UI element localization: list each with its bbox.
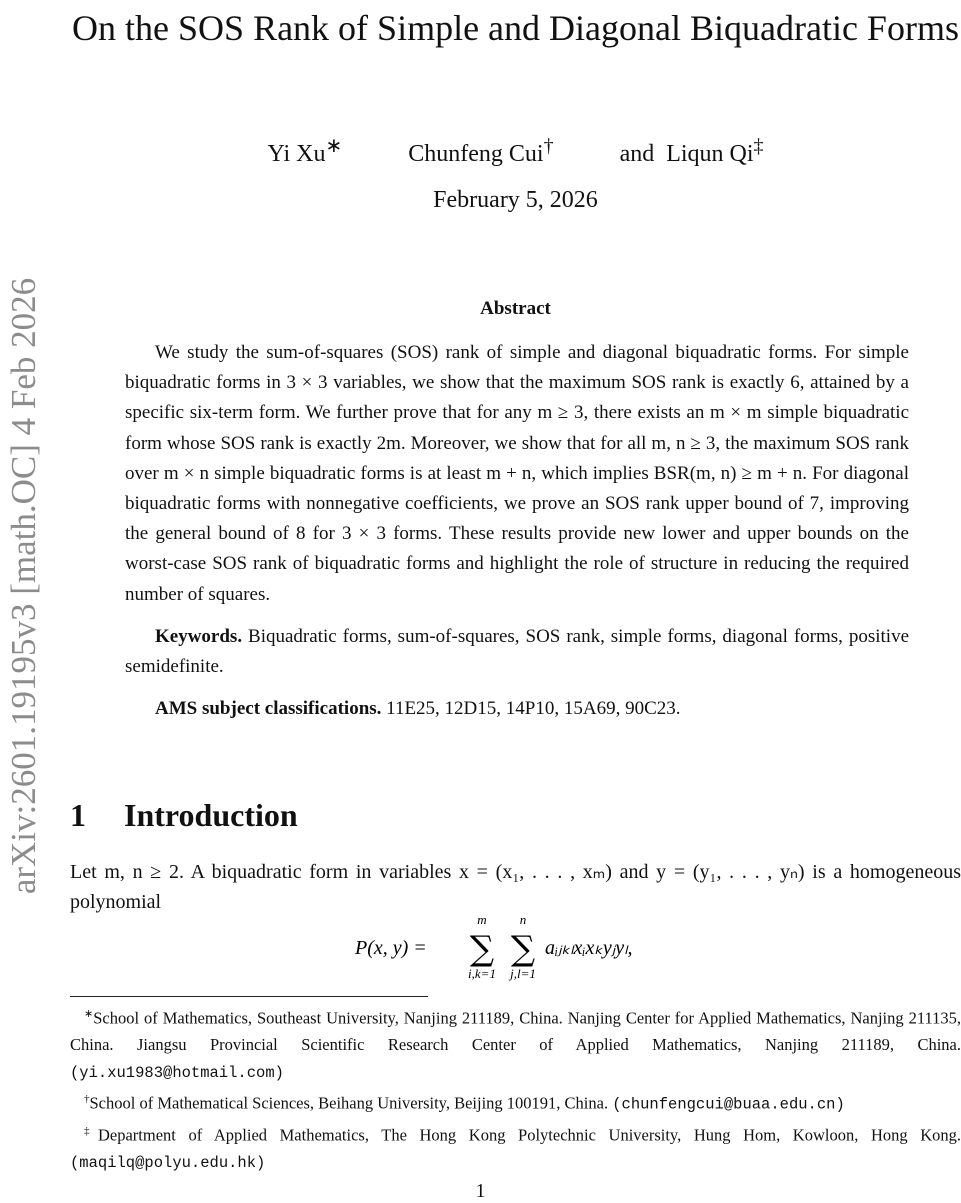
author-name: Yi Xu (267, 141, 326, 167)
keywords-label: Keywords. (155, 625, 243, 647)
keywords-text: Biquadratic forms, sum-of-squares, SOS rank, simple forms, diagonal forms, positive semidefinite. (125, 625, 910, 678)
author-name: Chunfeng Cui (408, 141, 544, 167)
author-list (70, 128, 961, 172)
biquadratic-equation (355, 912, 695, 984)
intro-paragraph (70, 857, 961, 917)
footnote-text: School of Mathematics, Southeast University, Nanjing 211189, China. Nanjing Center for Applied Mathematics, Nanjing 211135, China. Jiangsu Provincial Scientific Research Center of Applied Mathematics, Nanjing 211189, China. (70, 1008, 961, 1054)
ams-label: AMS subject classifications. (155, 698, 382, 720)
author-footnote-mark: † (543, 135, 554, 157)
ams-text: 11E25, 12D15, 14P10, 15A69, 90C23. (386, 698, 681, 720)
author-connector: and (619, 141, 655, 167)
author-footnote-mark: ‡ (753, 135, 764, 157)
footnote-mark: † (84, 1093, 90, 1105)
section-number: 1 (70, 797, 86, 833)
equation-summand: aᵢⱼₖₗxᵢxₖyⱼyₗ, (545, 937, 633, 959)
abstract-body (125, 338, 909, 724)
footnote-text: School of Mathematical Sciences, Beihang University, Beijing 100191, China. (89, 1093, 609, 1113)
sum-upper-n: n (519, 912, 527, 927)
author-name: Liqun Qi (666, 141, 754, 167)
footnote-email[interactable]: (chunfengcui@buaa.edu.cn) (612, 1095, 845, 1114)
intro-text: Let m, n ≥ 2. A biquadratic form in variables x = (x₁, . . . , xₘ) and y = (y₁, . . . , yₙ) is a homogeneous polynomial (70, 861, 961, 913)
equation-lhs: P(x, y) = (355, 937, 427, 959)
footnote-email[interactable]: (yi.xu1983@hotmail.com) (70, 1063, 284, 1082)
footnote-mark: ∗ (84, 1008, 94, 1020)
footnote-mark: ‡ (84, 1125, 98, 1137)
sum-sigma-2: ∑ (510, 929, 536, 969)
footnotes (70, 1001, 961, 1177)
sum-lower-jl: j,l=1 (510, 966, 536, 981)
footnote-item (70, 1086, 961, 1118)
sum-sigma-1: ∑ (469, 929, 495, 969)
sum-lower-ik: i,k=1 (468, 966, 496, 981)
footnote-item (70, 1001, 961, 1086)
page-number: 1 (475, 1180, 486, 1202)
section-title: Introduction (124, 797, 298, 833)
footnote-rule (70, 996, 428, 997)
section-heading (70, 792, 298, 838)
footnote-text: Department of Applied Mathematics, The Hong Kong Polytechnic University, Hung Hom, Kowloon, Hong Kong. (97, 1125, 961, 1145)
paper-title: On the SOS Rank of Simple and Diagonal Biquadratic Forms (72, 8, 959, 48)
sum-upper-m: m (477, 912, 487, 927)
ams-paragraph (125, 694, 909, 724)
footnote-email[interactable]: (maqilq@polyu.edu.hk) (70, 1154, 266, 1172)
footnote-item (70, 1118, 961, 1177)
abstract-paragraph: We study the sum-of-squares (SOS) rank of simple and diagonal biquadratic forms. For simple biquadratic forms in 3 × 3 variables, we show that the maximum SOS rank is exactly 6, attained by a specific six-term form. We further prove that for any m ≥ 3, there exists an m × m simple biquadratic form whose SOS rank is exactly 2m. Moreover, we show that for all m, n ≥ 3, the maximum SOS rank over m × n simple biquadratic forms is at least m + n, which implies BSR(m, n) ≥ m + n. For diagonal biquadratic forms with nonnegative coefficients, we prove an SOS rank upper bound of 7, improving the general bound of 8 for 3 × 3 forms. These results provide new lower and upper bounds on the worst-case SOS rank of biquadratic forms and highlight the role of structure in reducing the required number of squares. (125, 342, 909, 605)
arxiv-side-stamp: arXiv:2601.19195v3 [math.OC] 4 Feb 2026 (4, 277, 43, 895)
author-footnote-mark: ∗ (325, 135, 343, 157)
paper-date: February 5, 2026 (433, 187, 598, 213)
keywords-paragraph (125, 622, 909, 682)
abstract-heading: Abstract (480, 298, 551, 319)
